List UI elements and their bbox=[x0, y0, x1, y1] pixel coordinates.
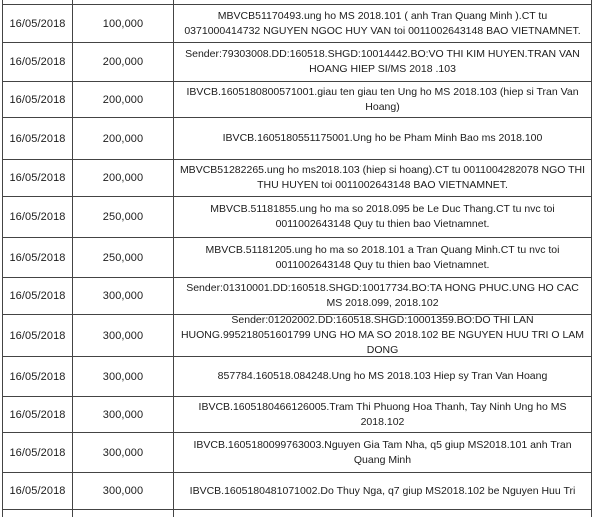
date-cell: 16/05/2018 bbox=[3, 5, 73, 43]
date-cell: 16/05/2018 bbox=[3, 397, 73, 433]
table-row bbox=[3, 473, 592, 510]
date-cell bbox=[3, 510, 73, 517]
description-cell: Sender:01310001.DD:160518.SHGD:10017734.BO:TA HONG PHUC.UNG HO CAC MS 2018.099, 2018.102 bbox=[174, 278, 592, 315]
date-cell: 16/05/2018 bbox=[3, 278, 73, 315]
amount-cell: 300,000 bbox=[73, 433, 174, 473]
amount-cell: 200,000 bbox=[73, 43, 174, 82]
description-cell: IBVCB.1605180466126005.Tram Thi Phuong Hoa Thanh, Tay Ninh Ung ho MS 2018.102 bbox=[174, 397, 592, 433]
amount-cell: 300,000 bbox=[73, 473, 174, 510]
date-cell: 16/05/2018 bbox=[3, 197, 73, 238]
date-cell: 16/05/2018 bbox=[3, 160, 73, 197]
description-cell: Sender:01202002.DD:160518.SHGD:10001359.BO:DO THI LAN HUONG.995218051601799 UNG HO MA SO 2018.102 BE NGUYEN HUU TRI O LAM DONG bbox=[174, 315, 592, 357]
table-row bbox=[3, 433, 592, 473]
amount-cell: 200,000 bbox=[73, 82, 174, 118]
date-cell: 16/05/2018 bbox=[3, 315, 73, 357]
table-row bbox=[3, 160, 592, 197]
description-cell: MBVCB.51181205.ung ho ma so 2018.101 a Tran Quang Minh.CT tu nvc toi 0011002643148 Quy tu thien bao Vietnamnet. bbox=[174, 238, 592, 278]
amount-cell: 300,000 bbox=[73, 357, 174, 397]
table-row bbox=[3, 82, 592, 118]
description-cell: 857784.160518.084248.Ung ho MS 2018.103 Hiep sy Tran Van Hoang bbox=[174, 357, 592, 397]
date-cell: 16/05/2018 bbox=[3, 473, 73, 510]
table-row bbox=[3, 357, 592, 397]
amount-cell: 250,000 bbox=[73, 197, 174, 238]
table-row bbox=[3, 118, 592, 160]
table-row bbox=[3, 397, 592, 433]
amount-cell: 300,000 bbox=[73, 278, 174, 315]
table-row bbox=[3, 197, 592, 238]
partial-row-bottom bbox=[3, 510, 592, 517]
amount-cell: 100,000 bbox=[73, 5, 174, 43]
description-cell: IBVCB.1605180551175001.Ung ho be Pham Minh Bao ms 2018.100 bbox=[174, 118, 592, 160]
description-cell bbox=[174, 510, 592, 517]
amount-cell: 300,000 bbox=[73, 315, 174, 357]
table-row bbox=[3, 315, 592, 357]
date-cell: 16/05/2018 bbox=[3, 433, 73, 473]
donation-transactions-table bbox=[2, 0, 592, 517]
description-cell: MBVCB51170493.ung ho MS 2018.101 ( anh Tran Quang Minh ).CT tu 0371000414732 NGUYEN NGOC HUY VAN toi 0011002643148 BAO VIETNAMNET. bbox=[174, 5, 592, 43]
table-row bbox=[3, 5, 592, 43]
table-row bbox=[3, 238, 592, 278]
date-cell: 16/05/2018 bbox=[3, 118, 73, 160]
amount-cell: 300,000 bbox=[73, 397, 174, 433]
description-cell: MBVCB.51181855.ung ho ma so 2018.095 be Le Duc Thang.CT tu nvc toi 0011002643148 Quy tu thien bao Vietnamnet. bbox=[174, 197, 592, 238]
amount-cell bbox=[73, 510, 174, 517]
description-cell: Sender:79303008.DD:160518.SHGD:10014442.BO:VO THI KIM HUYEN.TRAN VAN HOANG HIEP SI/MS 2018 .103 bbox=[174, 43, 592, 82]
table-body bbox=[3, 5, 592, 510]
table-row bbox=[3, 278, 592, 315]
description-cell: MBVCB51282265.ung ho ms2018.103 (hiep si hoang).CT tu 0011004282078 NGO THI THU HUYEN toi 0011002643148 BAO VIETNAMNET. bbox=[174, 160, 592, 197]
date-cell: 16/05/2018 bbox=[3, 238, 73, 278]
amount-cell: 250,000 bbox=[73, 238, 174, 278]
description-cell: IBVCB.1605180099763003.Nguyen Gia Tam Nha, q5 giup MS2018.101 anh Tran Quang Minh bbox=[174, 433, 592, 473]
date-cell: 16/05/2018 bbox=[3, 43, 73, 82]
amount-cell: 200,000 bbox=[73, 118, 174, 160]
description-cell: IBVCB.1605180800571001.giau ten giau ten Ung ho MS 2018.103 (hiep si Tran Van Hoang) bbox=[174, 82, 592, 118]
date-cell: 16/05/2018 bbox=[3, 357, 73, 397]
description-cell: IBVCB.1605180481071002.Do Thuy Nga, q7 giup MS2018.102 be Nguyen Huu Tri bbox=[174, 473, 592, 510]
table-row bbox=[3, 43, 592, 82]
date-cell: 16/05/2018 bbox=[3, 82, 73, 118]
amount-cell: 200,000 bbox=[73, 160, 174, 197]
